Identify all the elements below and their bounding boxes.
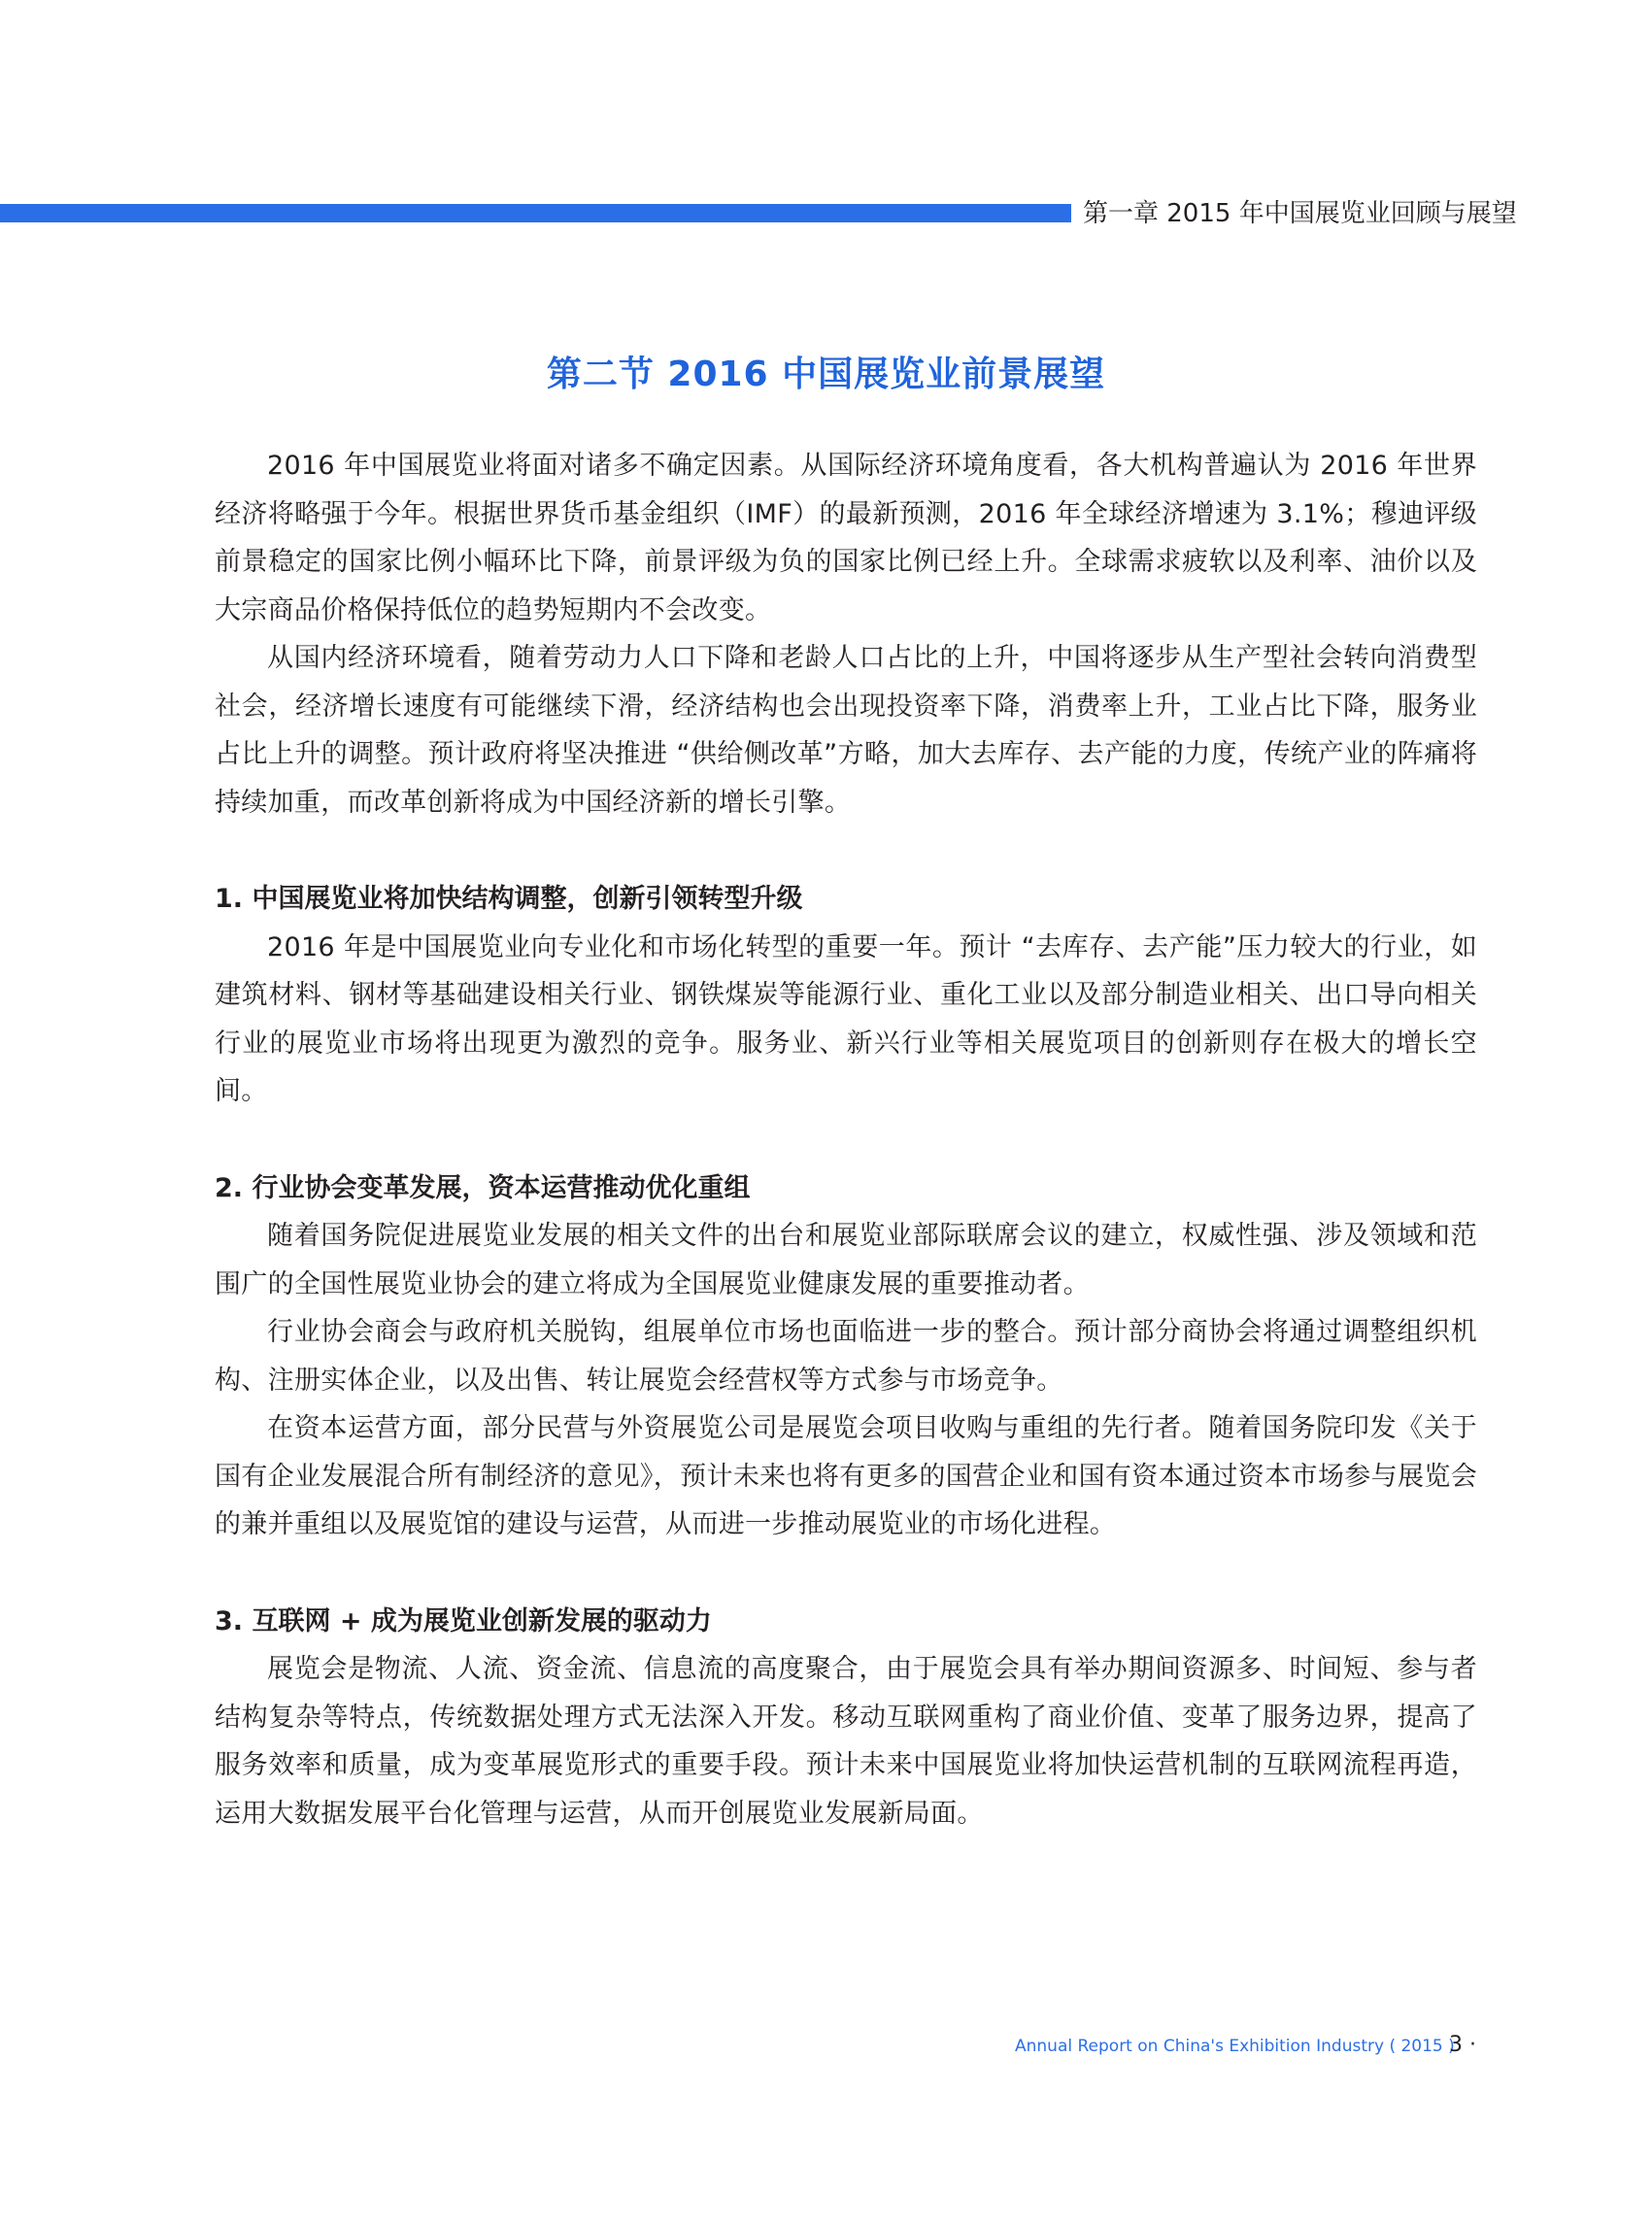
subsection-heading: 1. 中国展览业将加快结构调整，创新引领转型升级 <box>215 884 803 914</box>
spacer <box>215 826 1477 875</box>
body-paragraph: 在资本运营方面，部分民营与外资展览公司是展览会项目收购与重组的先行者。随着国务院印发《关于国有企业发展混合所有制经济的意见》，预计未来也将有更多的国营企业和国有资本通过资本市场参与展览会的兼并重组以及展览馆的建设与运营，从而进一步推动展览业的市场化进程。 <box>215 1413 1477 1539</box>
body-paragraph: 2016 年是中国展览业向专业化和市场化转型的重要一年。预计 “去库存、去产能”压力较大的行业，如建筑材料、钢材等基础建设相关行业、钢铁煤炭等能源行业、重化工业以及部分制造业相关、出口导向相关行业的展览业市场将出现更为激烈的竞争。服务业、新兴行业等相关展览项目的创新则存在极大的增长空间。 <box>215 931 1477 1106</box>
intro-paragraph: 2016 年中国展览业将面对诸多不确定因素。从国际经济环境角度看，各大机构普遍认为 2016 年世界经济将略强于今年。根据世界货币基金组织（IMF）的最新预测，2016 年全球经济增速为 3.1%；穆迪评级前景稳定的国家比例小幅环比下降，前景评级为负的国家比例已经上升。全球需求疲软以及利率、油价以及大宗商品价格保持低位的趋势短期内不会改变。 <box>215 451 1477 625</box>
chapter-title: 第一章 2015 年中国展览业回顾与展望 <box>1083 199 1517 228</box>
body-paragraph: 行业协会商会与政府机关脱钩，组展单位市场也面临进一步的整合。预计部分商协会将通过调整组织机构、注册实体企业，以及出售、转让展览会经营权等方式参与市场竞争。 <box>215 1317 1477 1396</box>
intro-paragraph: 从国内经济环境看，随着劳动力人口下降和老龄人口占比的上升，中国将逐步从生产型社会转向消费型社会，经济增长速度有可能继续下滑，经济结构也会出现投资率下降，消费率上升，工业占比下降，服务业占比上升的调整。预计政府将坚决推进 “供给侧改革”方略，加大去库存、去产能的力度，传统产业的阵痛将持续加重，而改革创新将成为中国经济新的增长引擎。 <box>215 643 1477 818</box>
section-title: 第二节 2016 中国展览业前景展望 <box>546 354 1106 394</box>
subsection-heading: 2. 行业协会变革发展，资本运营推动优化重组 <box>215 1172 751 1203</box>
body-paragraph: 展览会是物流、人流、资金流、信息流的高度聚合，由于展览会具有举办期间资源多、时间短、参与者结构复杂等特点，传统数据处理方式无法深入开发。移动互联网重构了商业价值、变革了服务边界，提高了服务效率和质量，成为变革展览形式的重要手段。预计未来中国展览业将加快运营机制的互联网流程再造，运用大数据发展平台化管理与运营，从而开创展览业发展新局面。 <box>215 1654 1477 1829</box>
body-content <box>215 442 1477 1838</box>
body-paragraph: 随着国务院促进展览业发展的相关文件的出台和展览业部际联席会议的建立，权威性强、涉及领域和范围广的全国性展览业协会的建立将成为全国展览业健康发展的重要推动者。 <box>215 1221 1477 1299</box>
subsection-heading: 3. 互联网 + 成为展览业创新发展的驱动力 <box>215 1605 712 1636</box>
spacer <box>215 1116 1477 1164</box>
footer-report-title: Annual Report on China's Exhibition Industry ( 2015 ) <box>1015 2037 1455 2056</box>
page-number: 3 · <box>1449 2033 1476 2057</box>
header-bar <box>0 204 1071 222</box>
spacer <box>215 1549 1477 1598</box>
